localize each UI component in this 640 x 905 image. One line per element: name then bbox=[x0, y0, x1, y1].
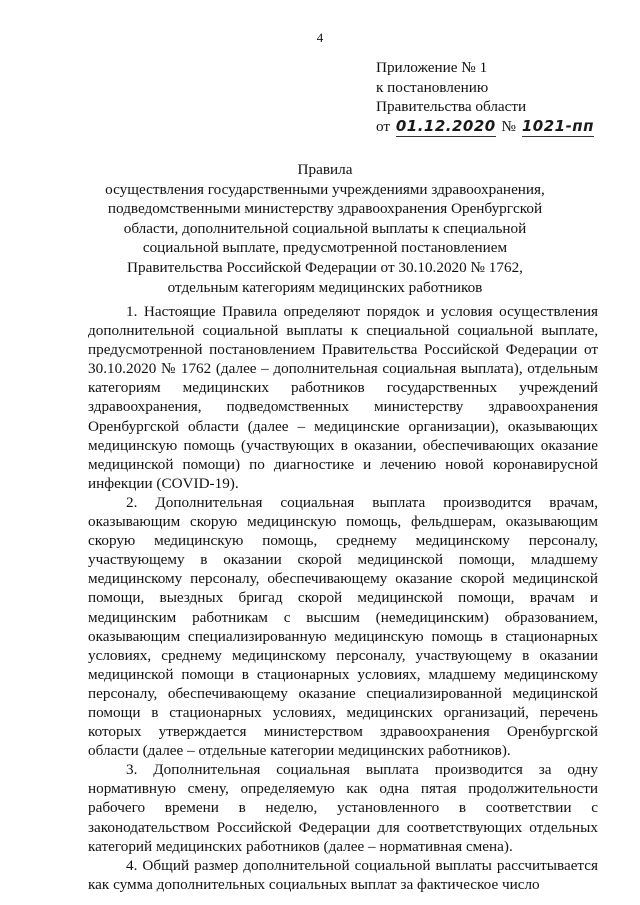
title-heading: Правила bbox=[297, 161, 353, 178]
paragraph-4: 4. Общий размер дополнительной социальной выплаты рассчитывается как сумма дополнительных социальных выплат за фактическое число bbox=[88, 856, 598, 893]
document-title bbox=[95, 160, 555, 297]
appendix-line-2: к постановлению bbox=[376, 78, 489, 96]
number-label: № bbox=[501, 117, 517, 135]
appendix-line-1: Приложение № 1 bbox=[376, 59, 488, 76]
appendix-line-3: Правительства области bbox=[376, 98, 527, 115]
page-number: 4 bbox=[316, 30, 324, 45]
paragraph-3: 3. Дополнительная социальная выплата производится за одну нормативную смену, определяемую как одна пятая продолжительности рабочего времени в неделю, установленного в соответствии с законодательством Российской Федерации для соответствующих отдельных категорий медицинских работников (далее – нормативная смена). bbox=[88, 761, 598, 855]
handwritten-number: 1021-пп bbox=[522, 117, 594, 138]
document-body bbox=[88, 302, 598, 894]
appendix-date-line bbox=[376, 117, 594, 138]
paragraph-1: 1. Настоящие Правила определяют порядок и условия осуществления дополнительной социальной выплаты к специальной социальной выплате, предусмотренной постановлением Правительства Российской Федерации от 30.10.2020 № 1762 (далее – дополнительная социальная выплата), отдельным категориям медицинских работников государственных учреждений здравоохранения, подведомственных министерству здравоохранения Оренбургской области (далее – медицинские организации), оказывающих медицинскую помощь (участвующих в оказании, обеспечивающих оказание медицинской помощи) по диагностике и лечению новой коронавирусной инфекции (COVID-19). bbox=[88, 303, 598, 492]
paragraph-2: 2. Дополнительная социальная выплата производится врачам, оказывающим скорую медицинскую помощь, фельдшерам, оказывающим скорую медицинскую помощь, среднему медицинскому персоналу, участвующему в оказании скорой медицинской помощи, младшему медицинскому персоналу, обеспечивающему оказание скорой медицинской помощи, выездных бригад скорой медицинской помощи, врачам и медицинским работникам с высшим (немедицинским) образованием, оказывающим специализированную медицинскую помощь в стационарных условиях, среднему медицинскому персоналу, участвующему в оказании медицинской помощи в стационарных условиях, младшему медицинскому персоналу, обеспечивающему оказание специализированной медицинской помощи в стационарных условиях, медицинских организаций, перечень которых утверждается министерством здравоохранения Оренбургской области (далее – отдельные категории медицинских работников). bbox=[88, 493, 598, 760]
appendix-header bbox=[376, 58, 594, 137]
from-label: от bbox=[376, 117, 391, 135]
title-subtitle: осуществления государственными учреждениями здравоохранения, подведомственными министерству здравоохранения Оренбургской области, дополнительной социальной выплаты к специальной социальной выплате, предусмотренной постановлением Правительства Российской Федерации от 30.10.2020 № 1762, отдельным категориям медицинских работников bbox=[105, 180, 545, 296]
handwritten-date: 01.12.2020 bbox=[396, 117, 496, 138]
